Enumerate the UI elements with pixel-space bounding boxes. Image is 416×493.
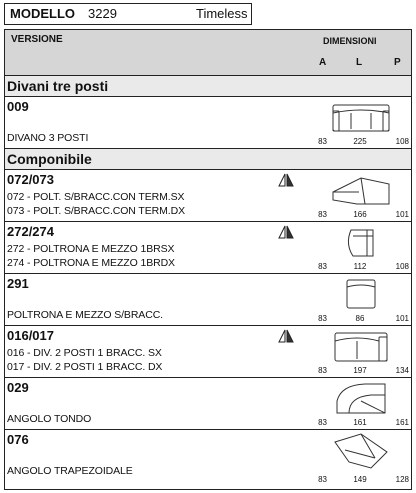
dimension-a: 83 <box>318 210 327 219</box>
product-description: 017 - DIV. 2 POSTI 1 BRACC. DX <box>7 361 163 373</box>
product-code: 272/274 <box>7 224 54 239</box>
dimension-p: 161 <box>395 418 409 427</box>
table-row <box>5 97 411 149</box>
dimension-l: 225 <box>353 137 367 146</box>
product-code: 072/073 <box>7 172 54 187</box>
dimension-a: 83 <box>318 314 327 323</box>
product-description: 072 - POLT. S/BRACC.CON TERM.SX <box>7 191 185 203</box>
chair-armless-icon <box>331 277 391 311</box>
model-name: Timeless <box>196 6 248 21</box>
category-header <box>5 149 411 170</box>
product-description: ANGOLO TRAPEZOIDALE <box>7 465 133 477</box>
round-corner-icon <box>331 381 391 415</box>
table-row <box>5 430 411 490</box>
dimension-l: 112 <box>353 262 367 271</box>
table-row <box>5 170 411 222</box>
left-right-version-icon <box>278 225 294 239</box>
category-title: Componibile <box>7 151 92 167</box>
dimension-p: 101 <box>395 314 409 323</box>
product-code: 029 <box>7 380 29 395</box>
table-header <box>5 30 411 76</box>
product-description: 073 - POLT. S/BRACC.CON TERM.DX <box>7 205 185 217</box>
dimension-p: 108 <box>395 262 409 271</box>
product-description: 272 - POLTRONA E MEZZO 1BRSX <box>7 243 175 255</box>
product-description: POLTRONA E MEZZO S/BRACC. <box>7 309 163 321</box>
column-header-p: P <box>394 57 401 68</box>
category-title: Divani tre posti <box>7 78 109 94</box>
product-description: 016 - DIV. 2 POSTI 1 BRACC. SX <box>7 347 162 359</box>
table-row <box>5 222 411 274</box>
left-right-version-icon <box>278 173 294 187</box>
sofa-3-seat-icon <box>331 101 391 133</box>
product-description: DIVANO 3 POSTI <box>7 132 89 144</box>
column-header-version: VERSIONE <box>11 34 63 45</box>
left-right-version-icon <box>278 329 294 343</box>
product-description: ANGOLO TONDO <box>7 413 92 425</box>
dimension-p: 101 <box>395 210 409 219</box>
dimension-p: 128 <box>395 475 409 484</box>
dimension-a: 83 <box>318 262 327 271</box>
dimension-l: 149 <box>353 475 367 484</box>
table-row <box>5 274 411 326</box>
model-code: 3229 <box>88 6 117 21</box>
armless-chair-terminal-icon <box>331 174 391 206</box>
dimension-l: 86 <box>355 314 365 323</box>
column-header-l: L <box>356 57 363 68</box>
trapezoid-corner-icon <box>331 432 391 470</box>
model-label: MODELLO <box>10 6 75 21</box>
dimension-a: 83 <box>318 475 327 484</box>
product-description: 274 - POLTRONA E MEZZO 1BRDX <box>7 257 175 269</box>
column-header-dimensions: DIMENSIONI <box>323 36 377 46</box>
product-code: 009 <box>7 99 29 114</box>
dimension-l: 161 <box>353 418 367 427</box>
dimension-a: 83 <box>318 418 327 427</box>
dimension-p: 134 <box>395 366 409 375</box>
product-code: 291 <box>7 276 29 291</box>
product-code: 016/017 <box>7 328 54 343</box>
category-header <box>5 76 411 97</box>
dimension-l: 197 <box>353 366 367 375</box>
dimension-a: 83 <box>318 137 327 146</box>
column-header-a: A <box>319 57 327 68</box>
product-code: 076 <box>7 432 29 447</box>
product-table <box>4 29 412 490</box>
dimension-p: 108 <box>395 137 409 146</box>
table-row <box>5 378 411 430</box>
table-row <box>5 326 411 378</box>
chair-and-half-icon <box>331 226 391 258</box>
dimension-a: 83 <box>318 366 327 375</box>
dimension-l: 166 <box>353 210 367 219</box>
sofa-2-seat-one-arm-icon <box>331 329 391 363</box>
